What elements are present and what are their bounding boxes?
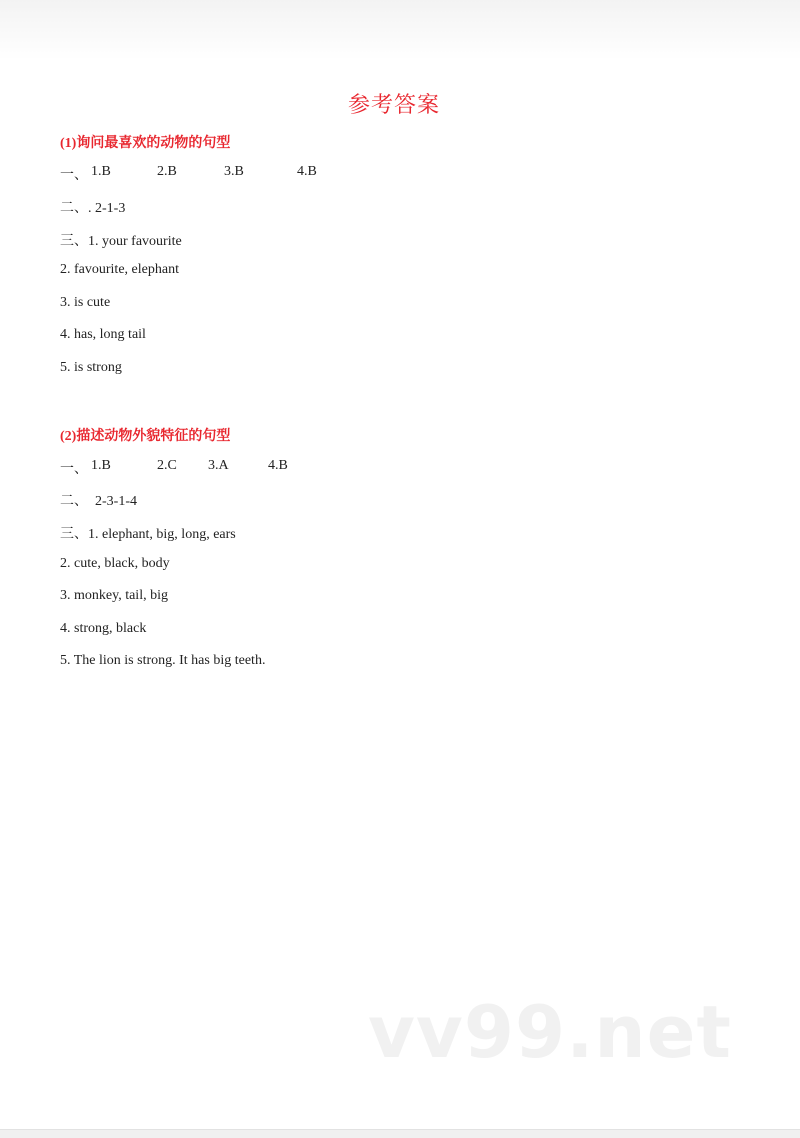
section-2-q3-line-1: 三、1. elephant, big, long, ears xyxy=(60,527,236,542)
section-2-q3-line-3: 3. monkey, tail, big xyxy=(60,588,168,603)
watermark: vv99.net xyxy=(368,990,732,1074)
section-2-q1-answer-4: 4.B xyxy=(268,458,288,473)
section-2-q2: 二、 2-3-1-4 xyxy=(60,494,137,509)
section-1-q2: 二、. 2-1-3 xyxy=(60,201,126,216)
section-2-q1-answer-1: 1.B xyxy=(91,458,111,473)
section-2-q3-line-5: 5. The lion is strong. It has big teeth. xyxy=(60,653,266,668)
section-2-heading: (2)描述动物外貌特征的句型 xyxy=(60,429,231,444)
section-1-q3-line-1: 三、1. your favourite xyxy=(60,234,182,249)
page-title: 参考答案 xyxy=(347,92,440,117)
section-2-q3-line-4: 4. strong, black xyxy=(60,621,147,636)
section-1-q1-answer-4: 4.B xyxy=(297,164,317,179)
section-1-q1-prefix: 一、 xyxy=(60,168,88,183)
section-2-q1-answer-2: 2.C xyxy=(157,458,177,473)
section-1-q3-line-5: 5. is strong xyxy=(60,360,122,375)
section-1-q1-answer-2: 2.B xyxy=(157,164,177,179)
section-2-q1-prefix: 一、 xyxy=(60,462,88,477)
section-1-q1-answer-1: 1.B xyxy=(91,164,111,179)
section-2-q1-answer-3: 3.A xyxy=(208,458,229,473)
section-1-q3-line-3: 3. is cute xyxy=(60,295,111,310)
section-2-q3-line-2: 2. cute, black, body xyxy=(60,556,170,571)
section-1-q1-answer-3: 3.B xyxy=(224,164,244,179)
section-1-heading: (1)询问最喜欢的动物的句型 xyxy=(60,136,231,151)
page-top-shadow xyxy=(0,0,800,60)
section-1-q3-line-4: 4. has, long tail xyxy=(60,327,146,342)
section-1-q3-line-2: 2. favourite, elephant xyxy=(60,262,179,277)
